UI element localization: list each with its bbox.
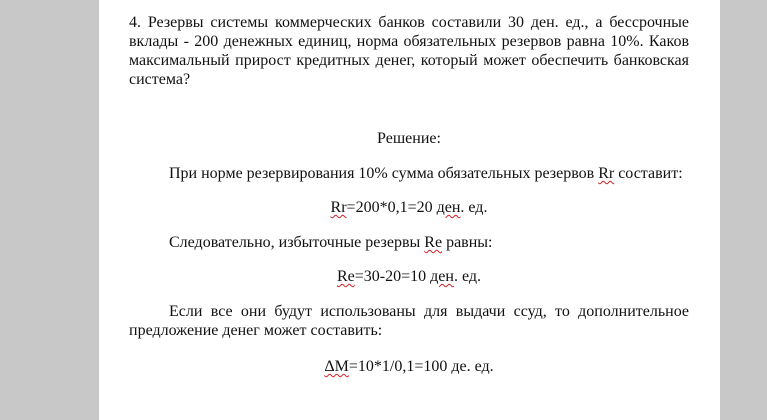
paragraph-2-text: Следовательно, избыточные резервы	[169, 234, 425, 251]
formula-re-unit: ден	[430, 268, 454, 285]
paragraph-2-tail: равны:	[442, 234, 493, 251]
document-page	[99, 0, 720, 420]
formula-delta-m-expression: =10*1/0,1=100 де. ед.	[348, 358, 494, 375]
formula-re-expression: =30-20=10	[354, 268, 431, 285]
document-content	[129, 13, 689, 376]
solution-paragraph-2	[129, 233, 689, 252]
formula-re-term: Re	[337, 268, 355, 285]
term-rr: Rr	[598, 165, 615, 182]
term-re: Re	[424, 234, 443, 251]
formula-rr-unit: ден	[436, 199, 461, 216]
paragraph-1-tail: составит:	[614, 165, 683, 182]
formula-rr	[129, 198, 689, 217]
solution-paragraph-3: Если все они будут использованы для выдачи ссуд, то дополнительное предложение денег может составить:	[129, 303, 689, 339]
formula-delta-m	[129, 357, 689, 376]
left-margin-area	[0, 0, 99, 420]
problem-statement: 4. Резервы системы коммерческих банков составили 30 ден. ед., а бессрочные вклады - 200 денежных единиц, норма обязательных резервов равна 10%. Каков максимальный прирост кредитных денег, который может обеспечить банковская система?	[129, 14, 689, 88]
solution-heading: Решение:	[377, 130, 441, 147]
formula-re-unit-tail: . ед.	[453, 268, 481, 285]
formula-rr-expression: =200*0,1=20	[346, 199, 437, 216]
right-margin-area	[720, 0, 767, 420]
formula-re	[129, 267, 689, 286]
paragraph-1-text: При норме резервирования 10% сумма обязательных резервов	[169, 165, 599, 182]
solution-paragraph-1	[129, 164, 689, 183]
formula-rr-unit-tail: . ед.	[460, 199, 488, 216]
formula-delta-m-term: ΔМ	[324, 358, 349, 375]
formula-rr-term: Rr	[330, 199, 347, 216]
